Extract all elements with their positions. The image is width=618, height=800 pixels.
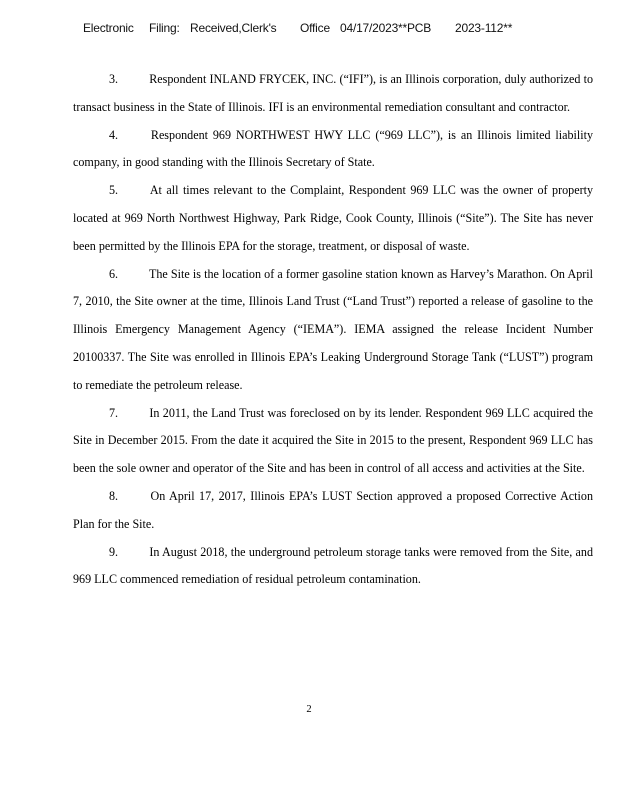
header-electronic: Electronic	[83, 21, 134, 35]
paragraph-9	[73, 539, 593, 595]
paragraph-5	[73, 177, 593, 260]
paragraph-number: 3.	[109, 72, 119, 86]
paragraph-3	[73, 66, 593, 122]
paragraph-4	[73, 122, 593, 178]
paragraph-number: 5.	[109, 183, 119, 198]
paragraph-number: 9.	[109, 544, 119, 559]
paragraph-text: In August 2018, the underground petroleum storage tanks were removed from the Site, and 969 LLC commenced remediation of residual petroleum contamination.	[73, 544, 593, 587]
header-case-number: 2023-112**	[455, 21, 513, 35]
paragraph-number: 7.	[109, 405, 119, 420]
paragraph-text: At all times relevant to the Complaint, Respondent 969 LLC was the owner of property located at 969 North Northwest Highway, Park Ridge, Cook County, Illinois (“Site”). The Site has never been permitted by the Illinois EPA for the storage, treatment, or disposal of waste.	[73, 183, 593, 253]
paragraph-number: 8.	[109, 488, 119, 503]
page-number: 2	[306, 704, 312, 715]
document-body	[73, 66, 593, 594]
filing-header	[0, 21, 618, 37]
paragraph-text: In 2011, the Land Trust was foreclosed on by its lender. Respondent 969 LLC acquired the Site in December 2015. From the date it acquired the Site in 2015 to the present, Respondent 969 LLC has been the sole owner and operator of the Site and has been in control of all access and activities at the Site.	[73, 405, 594, 476]
paragraph-text: On April 17, 2017, Illinois EPA’s LUST Section approved a proposed Corrective Action Plan for the Site.	[73, 488, 593, 531]
header-filing: Filing:	[149, 21, 180, 35]
paragraph-text: Respondent INLAND FRYCEK, INC. (“IFI”), is an Illinois corporation, duly authorized to transact business in the State of Illinois. IFI is an environmental remediation consultant and contractor.	[73, 72, 593, 114]
paragraph-8	[73, 483, 593, 539]
paragraph-text: The Site is the location of a former gasoline station known as Harvey’s Marathon. On April 7, 2010, the Site owner at the time, Illinois Land Trust (“Land Trust”) reported a release of gasoline to the Illinois Emergency Management Agency (“IEMA”). IEMA assigned the release Incident Number 20100337. The Site was enrolled in Illinois EPA’s Leaking Underground Storage Tank (“LUST”) program to remediate the petroleum release.	[73, 266, 593, 392]
paragraph-number: 4.	[109, 127, 119, 142]
paragraph-6	[73, 261, 593, 400]
paragraph-text: Respondent 969 NORTHWEST HWY LLC (“969 LLC”), is an Illinois limited liability company, in good standing with the Illinois Secretary of State.	[73, 127, 593, 170]
header-office: Office	[300, 21, 330, 35]
header-received: Received,Clerk's	[190, 21, 277, 35]
paragraph-7	[73, 400, 593, 483]
header-date: 04/17/2023**PCB	[340, 21, 432, 35]
paragraph-number: 6.	[109, 266, 119, 281]
